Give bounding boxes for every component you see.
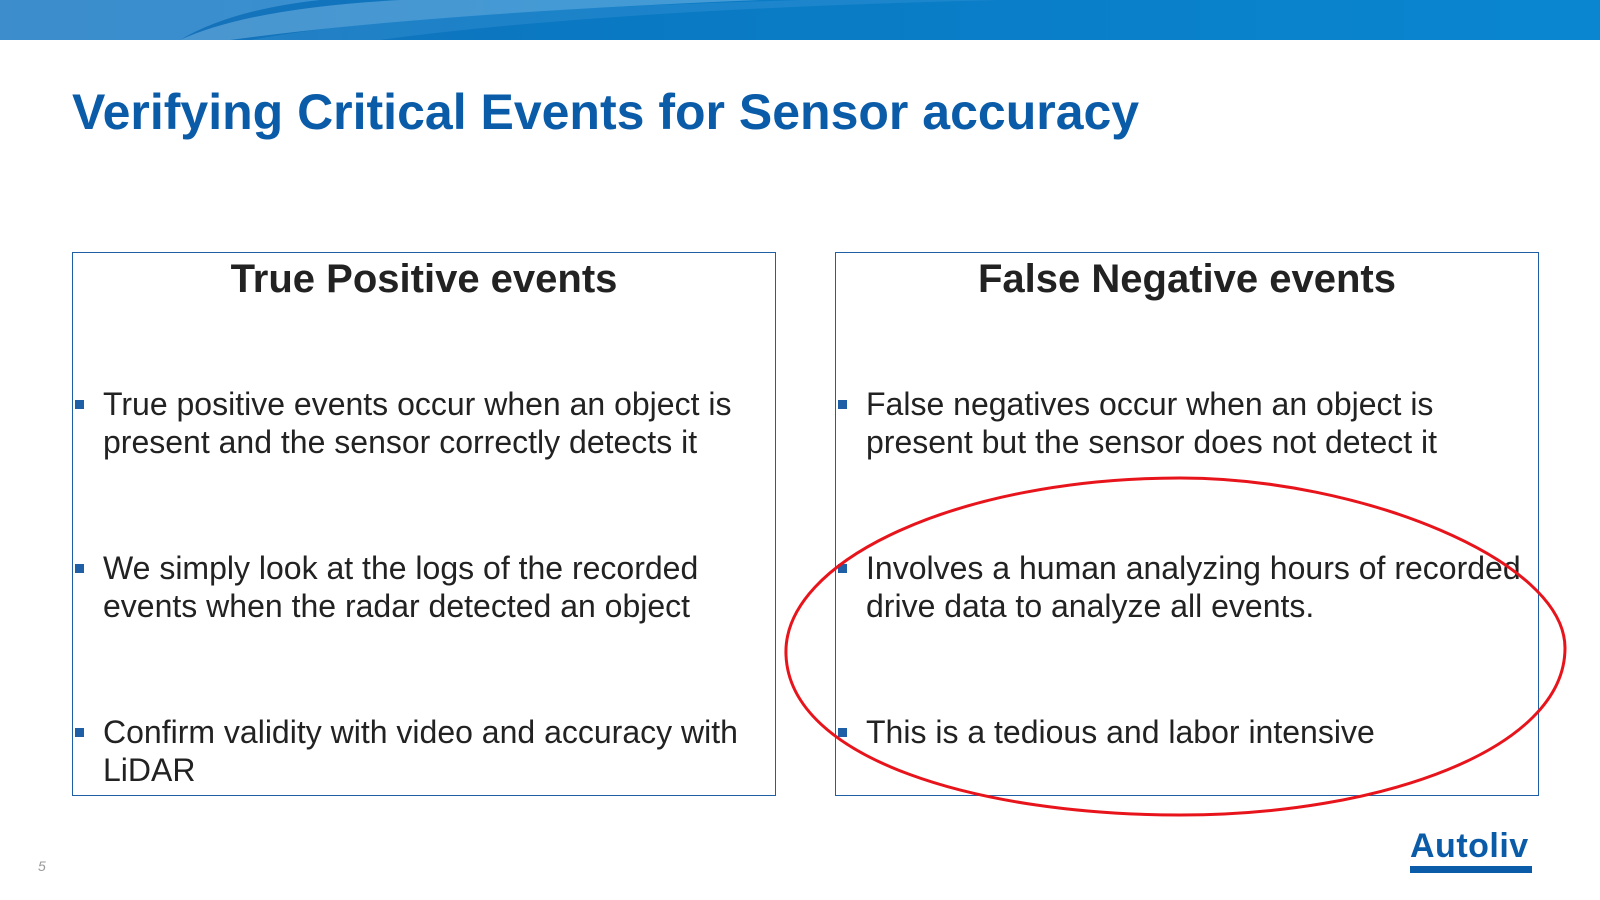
- bullet-text: Involves a human analyzing hours of recorded drive data to analyze all events.: [866, 550, 1521, 624]
- autoliv-logo: [1410, 828, 1534, 873]
- square-bullet-icon: [838, 564, 847, 573]
- bullet-text: False negatives occur when an object is present but the sensor does not detect it: [866, 386, 1438, 460]
- list-item: [836, 713, 1532, 751]
- square-bullet-icon: [75, 564, 84, 573]
- square-bullet-icon: [75, 728, 84, 737]
- top-banner: [0, 0, 1600, 40]
- bullet-text: Confirm validity with video and accuracy with LiDAR: [103, 714, 738, 788]
- list-item: [836, 549, 1532, 625]
- list-item: [73, 713, 769, 789]
- list-item: [73, 385, 769, 461]
- square-bullet-icon: [75, 400, 84, 409]
- square-bullet-icon: [838, 400, 847, 409]
- list-item: [73, 549, 769, 625]
- true-positive-heading: True Positive events: [230, 257, 618, 301]
- list-item: [836, 385, 1532, 461]
- true-positive-panel: [72, 252, 776, 796]
- page-number: 5: [38, 858, 46, 874]
- bullet-text: This is a tedious and labor intensive: [866, 714, 1375, 750]
- slide-title: Verifying Critical Events for Sensor accuracy: [72, 84, 1140, 140]
- bullet-text: We simply look at the logs of the recorded events when the radar detected an object: [103, 550, 699, 624]
- logo-wordmark: Autoliv: [1410, 827, 1529, 865]
- square-bullet-icon: [838, 728, 847, 737]
- bullet-text: True positive events occur when an object is present and the sensor correctly detects it: [103, 386, 732, 460]
- false-negative-heading: False Negative events: [978, 257, 1396, 301]
- false-negative-panel: [835, 252, 1539, 796]
- logo-underline: [1410, 866, 1532, 873]
